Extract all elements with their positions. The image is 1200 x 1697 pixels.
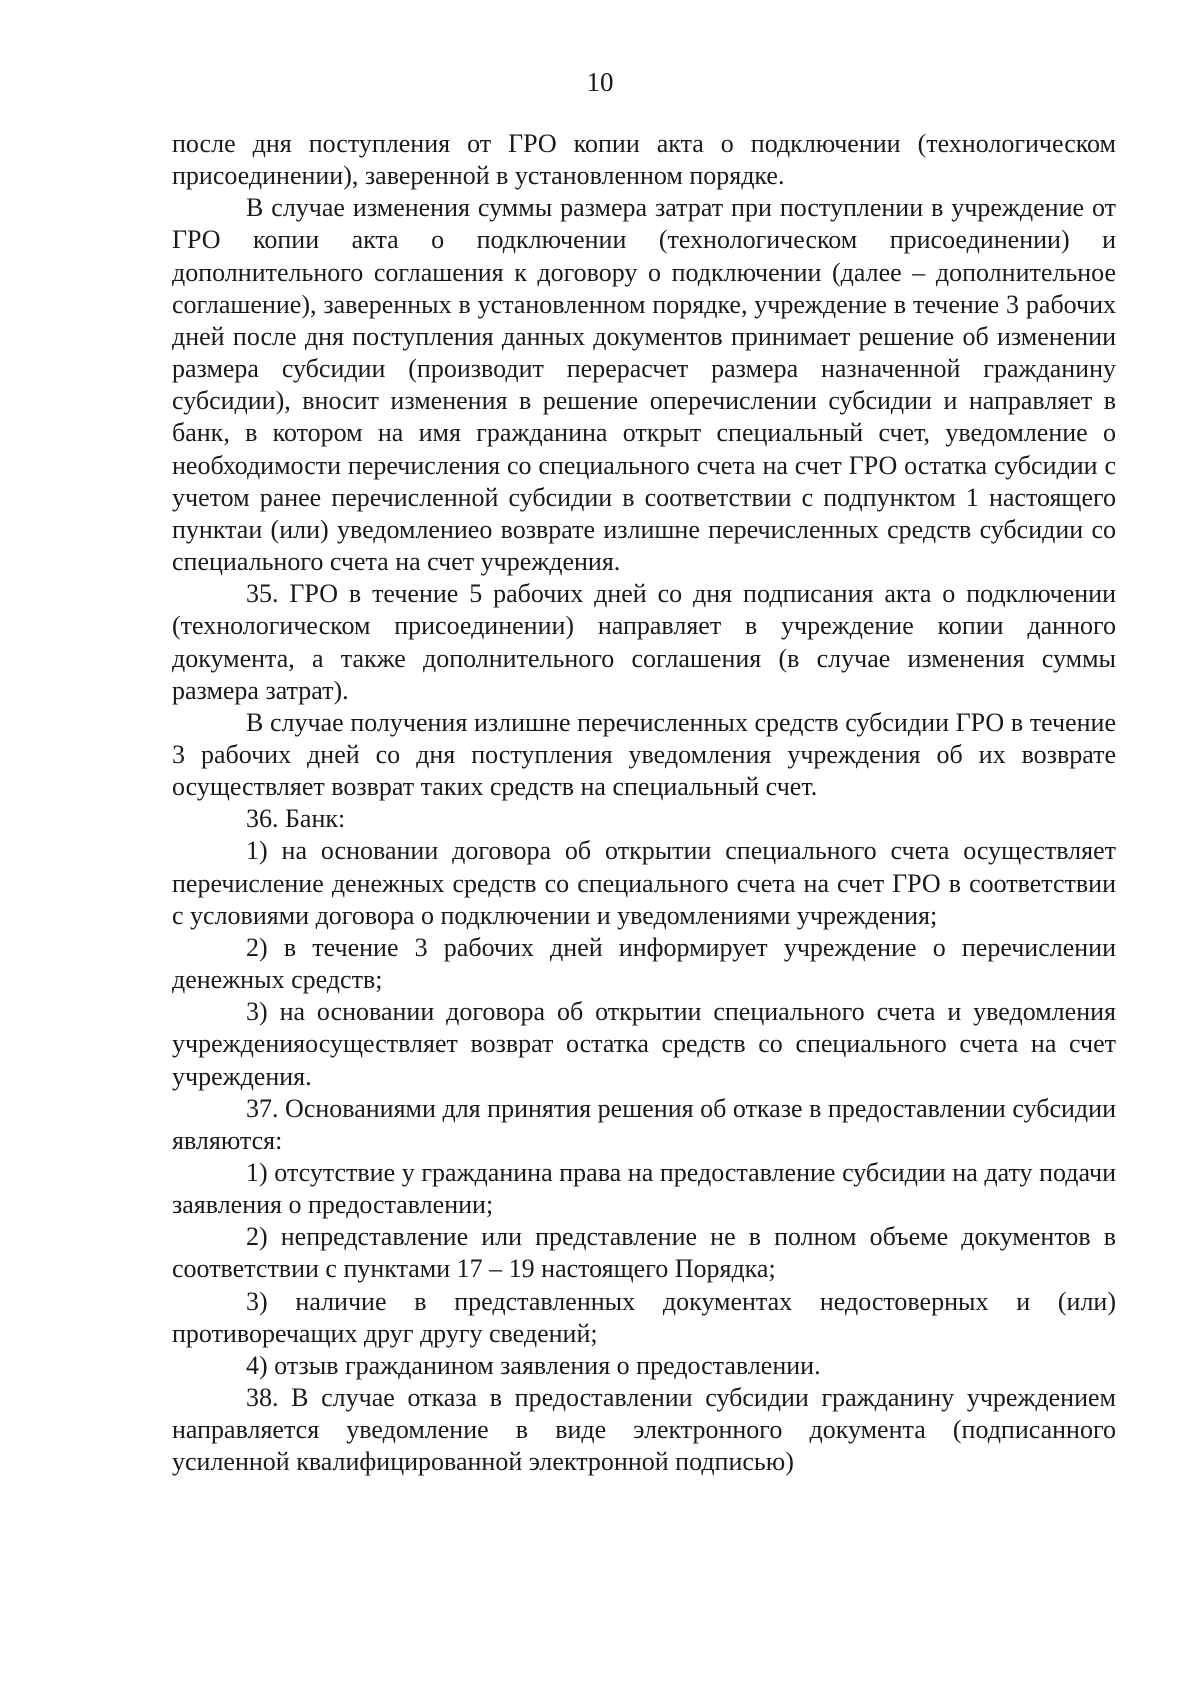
paragraph: В случае получения излишне перечисленных средств субсидии ГРО в течение 3 рабочих дней со дня поступления уведомления учреждения об их возврате осуществляет возврат таких средств на специальный счет. — [172, 707, 1116, 802]
list-item: 2) в течение 3 рабочих дней информирует учреждение о перечислении денежных средств; — [172, 932, 1116, 995]
list-item: 1) отсутствие у гражданина права на предоставление субсидии на дату подачи заявления о предоставлении; — [172, 1158, 1116, 1220]
list-item: 2) непредставление или представление не в полном объеме документов в соответствии с пунктами 17 – 19 настоящего Порядка; — [172, 1222, 1116, 1284]
list-item: 1) на основании договора об открытии специального счета осуществляет перечисление денежных средств со специального счета на счет ГРО в соответствии с условиями договора о подключении и уведомлениями учреждения; — [172, 836, 1116, 930]
paragraph: В случае изменения суммы размера затрат при поступлении в учреждение от ГРО копии акта о подключении (технологическом присоединении) и дополнительного соглашения к договору о подключении (далее – дополнительное соглашение), заверенных в установленном порядке, учреждение в течение 3 рабочих дней после дня поступления данных документов принимает решение об изменении размера субсидии (производит перерасчет размера назначенной гражданину субсидии), вносит изменения в решение оперечислении субсидии и направляет в банк, в котором на имя гражданина открыт специальный счет, уведомление о необходимости перечисления со специального счета на счет ГРО остатка субсидии с учетом ранее перечисленной субсидии в соответствии с подпунктом 1 настоящего пунктаи (или) уведомлениео возврате излишне перечисленных средств субсидии со специального счета на счет учреждения. — [172, 193, 1116, 577]
paragraph-item-38: 38. В случае отказа в предоставлении субсидии гражданину учреждением направляется уведомление в виде электронного документа (подписанного усиленной квалифицированной электронной подписью) — [172, 1383, 1116, 1477]
list-item: 3) наличие в представленных документах недостоверных и (или) противоречащих друг другу сведений; — [172, 1286, 1116, 1348]
list-item: 4) отзыв гражданином заявления о предоставлении. — [246, 1350, 821, 1380]
paragraph-item-36: 36. Банк: — [246, 804, 346, 834]
paragraph-item-37: 37. Основаниями для принятия решения об отказе в предоставлении субсидии являются: — [172, 1093, 1116, 1155]
page-number: 10 — [586, 67, 614, 97]
document-body — [172, 128, 1116, 1479]
paragraph-item-35: 35. ГРО в течение 5 рабочих дней со дня подписания акта о подключении (технологическом присоединении) направляет в учреждение копии данного документа, а также дополнительного соглашения (в случае изменения суммы размера затрат). — [172, 579, 1116, 705]
paragraph: после дня поступления от ГРО копии акта о подключении (технологическом присоединении), заверенной в установленном порядке. — [172, 129, 1116, 191]
list-item: 3) на основании договора об открытии специального счета и уведомления учрежденияосуществляет возврат остатка средств со специального счета на счет учреждения. — [172, 997, 1116, 1091]
